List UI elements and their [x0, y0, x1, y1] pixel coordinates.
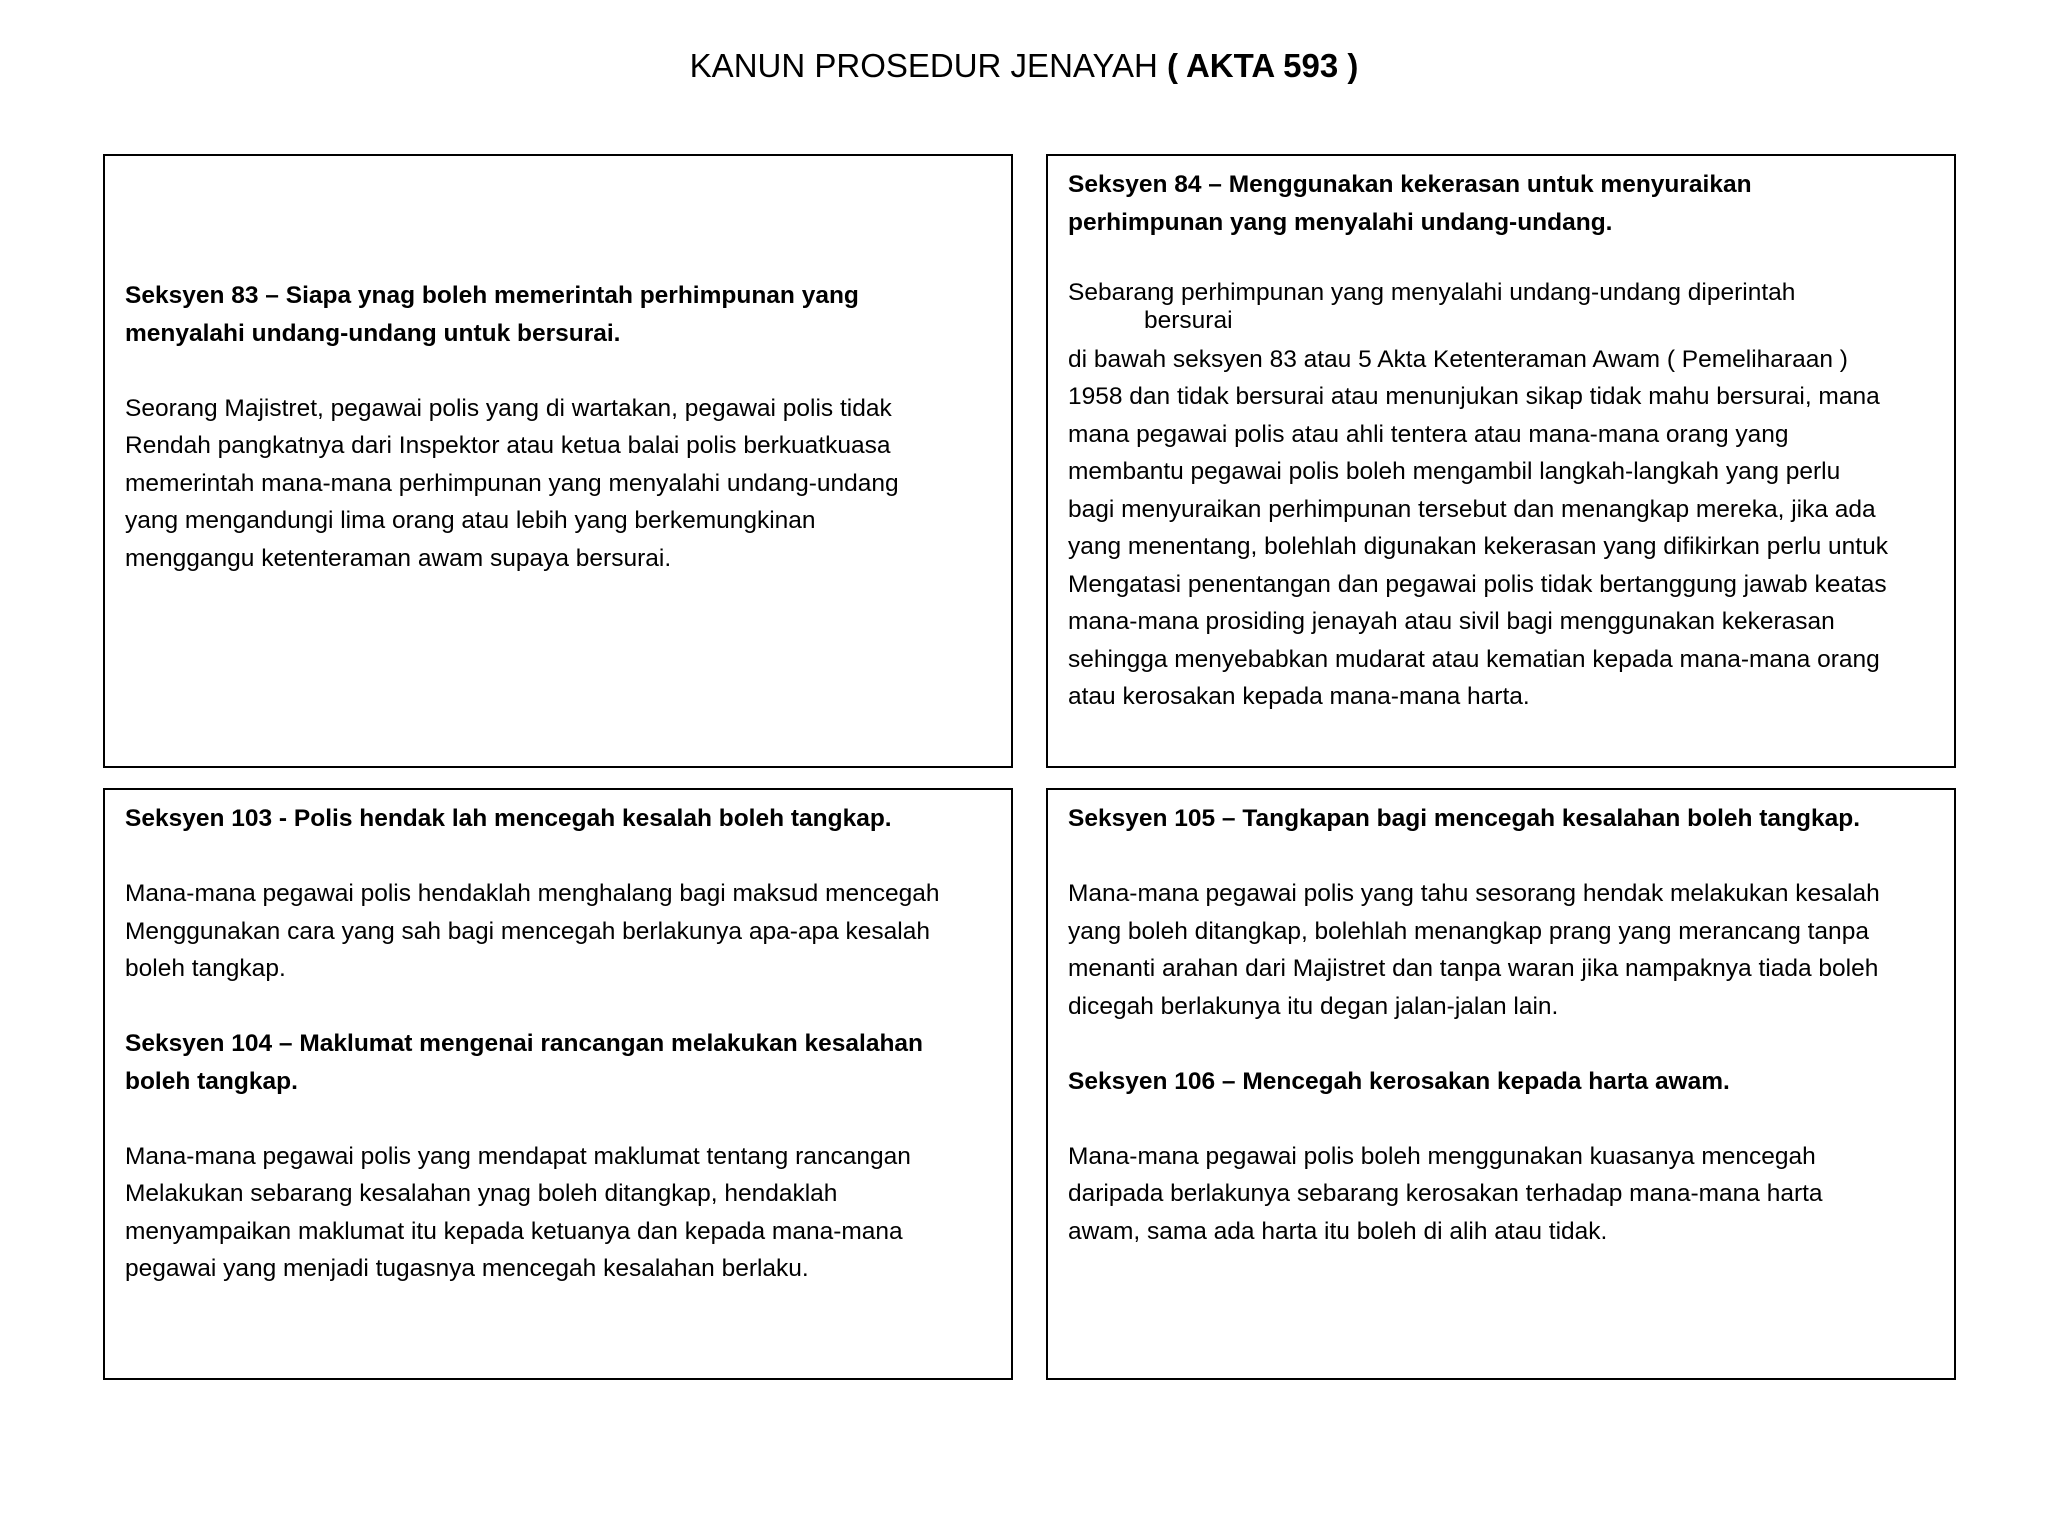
- section-106-body-line: daripada berlakunya sebarang kerosakan terhadap mana-mana harta: [1068, 1180, 1823, 1207]
- section-84-heading-line-1: Seksyen 84 – Menggunakan kekerasan untuk menyuraikan: [1068, 171, 1752, 198]
- section-84-body-line: di bawah seksyen 83 atau 5 Akta Ketenteraman Awam ( Pemeliharaan ): [1068, 345, 1848, 373]
- section-83-body-line: Seorang Majistret, pegawai polis yang di wartakan, pegawai polis tidak: [125, 394, 892, 422]
- section-84-body-line: sehingga menyebabkan mudarat atau kematian kepada mana-mana orang: [1068, 645, 1880, 673]
- section-103-104-box: [103, 788, 1013, 1380]
- section-84-body-line: 1958 dan tidak bersurai atau menunjukan sikap tidak mahu bersurai, mana: [1068, 383, 1880, 410]
- section-104-body-line: Melakukan sebarang kesalahan ynag boleh ditangkap, hendaklah: [125, 1180, 838, 1207]
- section-103-body-line: Mana-mana pegawai polis hendaklah menghalang bagi maksud mencegah: [125, 880, 940, 907]
- section-84-heading-line-2: perhimpunan yang menyalahi undang-undang.: [1068, 208, 1613, 236]
- section-83-body-line: memerintah mana-mana perhimpunan yang menyalahi undang-undang: [125, 469, 899, 497]
- section-103-heading: Seksyen 103 - Polis hendak lah mencegah kesalah boleh tangkap.: [125, 805, 892, 832]
- section-84-body-intro: Sebarang perhimpunan yang menyalahi undang-undang diperintah: [1068, 278, 1796, 306]
- section-105-body-line: menanti arahan dari Majistret dan tanpa waran jika nampaknya tiada boleh: [1068, 955, 1879, 982]
- section-106-heading: Seksyen 106 – Mencegah kerosakan kepada harta awam.: [1068, 1067, 1730, 1095]
- section-104-body-line: pegawai yang menjadi tugasnya mencegah kesalahan berlaku.: [125, 1255, 809, 1282]
- section-83-heading-line-1: Seksyen 83 – Siapa ynag boleh memerintah perhimpunan yang: [125, 282, 859, 309]
- section-105-heading: Seksyen 105 – Tangkapan bagi mencegah kesalahan boleh tangkap.: [1068, 805, 1861, 832]
- section-83-heading-line-2: menyalahi undang-undang untuk bersurai.: [125, 319, 621, 347]
- section-83-body-line: menggangu ketenteraman awam supaya bersurai.: [125, 544, 672, 572]
- section-83-box: [103, 154, 1013, 768]
- section-105-106-box: [1046, 788, 1956, 1380]
- section-84-body-line: Mengatasi penentangan dan pegawai polis tidak bertanggung jawab keatas: [1068, 570, 1887, 598]
- page-title: [0, 44, 2048, 88]
- section-105-body-line: Mana-mana pegawai polis yang tahu sesorang hendak melakukan kesalah: [1068, 880, 1880, 907]
- section-83-body-line: yang mengandungi lima orang atau lebih yang berkemungkinan: [125, 507, 816, 534]
- title-act: ( AKTA 593 ): [1167, 47, 1359, 84]
- section-104-heading-line-1: Seksyen 104 – Maklumat mengenai rancangan melakukan kesalahan: [125, 1030, 923, 1057]
- section-106-body-line: Mana-mana pegawai polis boleh menggunakan kuasanya mencegah: [1068, 1142, 1816, 1170]
- section-84-body-line: membantu pegawai polis boleh mengambil langkah-langkah yang perlu: [1068, 458, 1841, 485]
- section-105-body-line: dicegah berlakunya itu degan jalan-jalan lain.: [1068, 992, 1559, 1020]
- title-main: KANUN PROSEDUR JENAYAH: [689, 47, 1158, 84]
- section-105-body-line: yang boleh ditangkap, bolehlah menangkap prang yang merancang tanpa: [1068, 917, 1869, 945]
- section-103-body-line: boleh tangkap.: [125, 955, 286, 982]
- section-84-box: [1046, 154, 1956, 768]
- section-84-body-line: atau kerosakan kepada mana-mana harta.: [1068, 683, 1530, 710]
- section-84-body-line: bagi menyuraikan perhimpunan tersebut dan menangkap mereka, jika ada: [1068, 495, 1876, 523]
- section-104-body-line: Mana-mana pegawai polis yang mendapat maklumat tentang rancangan: [125, 1142, 911, 1170]
- section-104-body-line: menyampaikan maklumat itu kepada ketuanya dan kepada mana-mana: [125, 1217, 903, 1245]
- section-84-body-line: yang menentang, bolehlah digunakan kekerasan yang difikirkan perlu untuk: [1068, 533, 1888, 560]
- section-84-body-line: mana-mana prosiding jenayah atau sivil bagi menggunakan kekerasan: [1068, 608, 1835, 635]
- section-84-body-line: mana pegawai polis atau ahli tentera atau mana-mana orang yang: [1068, 420, 1789, 448]
- section-83-body-line: Rendah pangkatnya dari Inspektor atau ketua balai polis berkuatkuasa: [125, 432, 891, 459]
- section-104-heading-line-2: boleh tangkap.: [125, 1067, 298, 1095]
- section-103-body-line: Menggunakan cara yang sah bagi mencegah berlakunya apa-apa kesalah: [125, 917, 930, 945]
- section-84-body-indent: bersurai: [1144, 306, 1233, 334]
- section-106-body-line: awam, sama ada harta itu boleh di alih atau tidak.: [1068, 1217, 1608, 1245]
